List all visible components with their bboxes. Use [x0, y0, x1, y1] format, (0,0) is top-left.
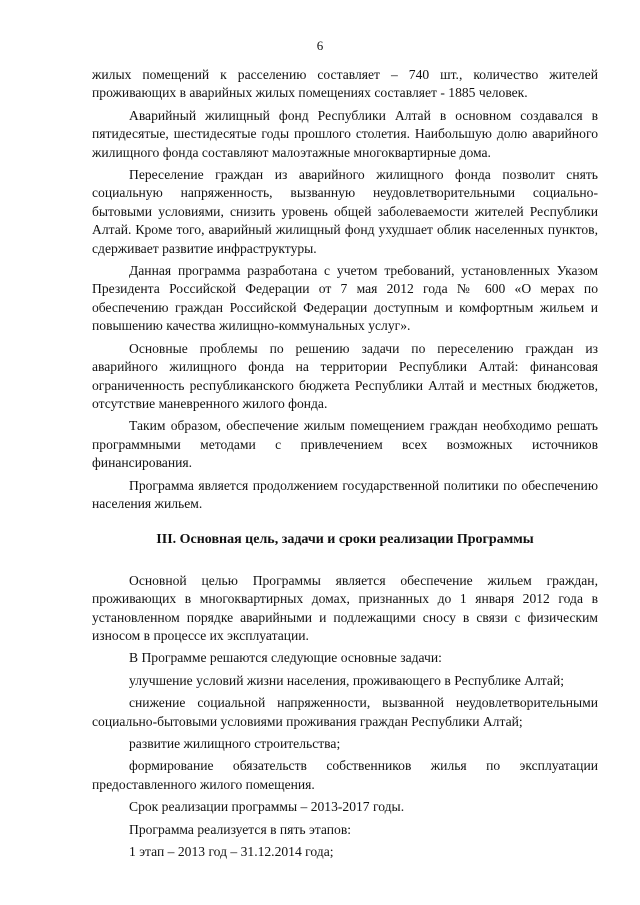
list-item: формирование обязательств собственников жилья по эксплуатации предоставленного жилого помещения.: [92, 758, 598, 792]
page-number: 6: [316, 38, 324, 53]
paragraph: Переселение граждан из аварийного жилищного фонда позволит снять социальную напряженность, вызванную неудовлетворительными социально-бытовыми условиями, снизить уровень общей заболеваемости жителей Республики Алтай. Кроме того, аварийный жилищный фонд ухудшает облик населенных пунктов, сдерживает развитие инфраструктуры.: [92, 167, 598, 256]
section-heading: III. Основная цель, задачи и сроки реализации Программы: [156, 532, 534, 548]
paragraph: В Программе решаются следующие основные задачи:: [129, 650, 442, 666]
list-item: 1 этап – 2013 год – 31.12.2014 года;: [129, 844, 334, 860]
paragraph: Программа реализуется в пять этапов:: [129, 821, 352, 837]
paragraph: Данная программа разработана с учетом требований, установленных Указом Президента Российской Федерации от 7 мая 2012 года № 600 «О мерах по обеспечению граждан Российской Федерации доступным и комфортным жильем и повышению качества жилищно-коммунальных услуг».: [92, 263, 598, 334]
intro-section: [92, 66, 598, 513]
list-item: улучшение условий жизни населения, проживающего в Республике Алтай;: [129, 672, 564, 688]
goals-section: [92, 572, 598, 862]
paragraph: Таким образом, обеспечение жилым помещением граждан необходимо решать программными методами с привлечением всех возможных источников финансирования.: [92, 418, 598, 471]
list-item: развитие жилищного строительства;: [129, 736, 341, 751]
paragraph: Аварийный жилищный фонд Республики Алтай в основном создавался в пятидесятые, шестидесятые годы прошлого столетия. Наибольшую долю аварийного жилищного фонда составляют малоэтажные многоквартирные дома.: [92, 107, 598, 160]
paragraph: Программа является продолжением государственной политики по обеспечению населения жильем.: [92, 477, 598, 511]
paragraph: Основные проблемы по решению задачи по переселению граждан из аварийного жилищного фонда на территории Республики Алтай: финансовая ограниченность республиканского бюджета Республики Алтай и местных бюджетов, отсутствие маневренного жилого фонда.: [92, 340, 598, 411]
paragraph: Срок реализации программы – 2013-2017 годы.: [129, 799, 405, 815]
list-item: снижение социальной напряженности, вызванной неудовлетворительными социально-бытовыми условиями проживания граждан Республики Алтай;: [92, 695, 598, 729]
paragraph: Основной целью Программы является обеспечение жильем граждан, проживающих в многоквартирных домах, признанных до 1 января 2012 года в установленном порядке аварийными и подлежащими сносу в связи с физическим износом в процессе их эксплуатации.: [92, 572, 598, 643]
document-body: [92, 66, 598, 865]
paragraph: жилых помещений к расселению составляет – 740 шт., количество жителей проживающих в аварийных жилых помещениях составляет - 1885 человек.: [92, 67, 598, 101]
